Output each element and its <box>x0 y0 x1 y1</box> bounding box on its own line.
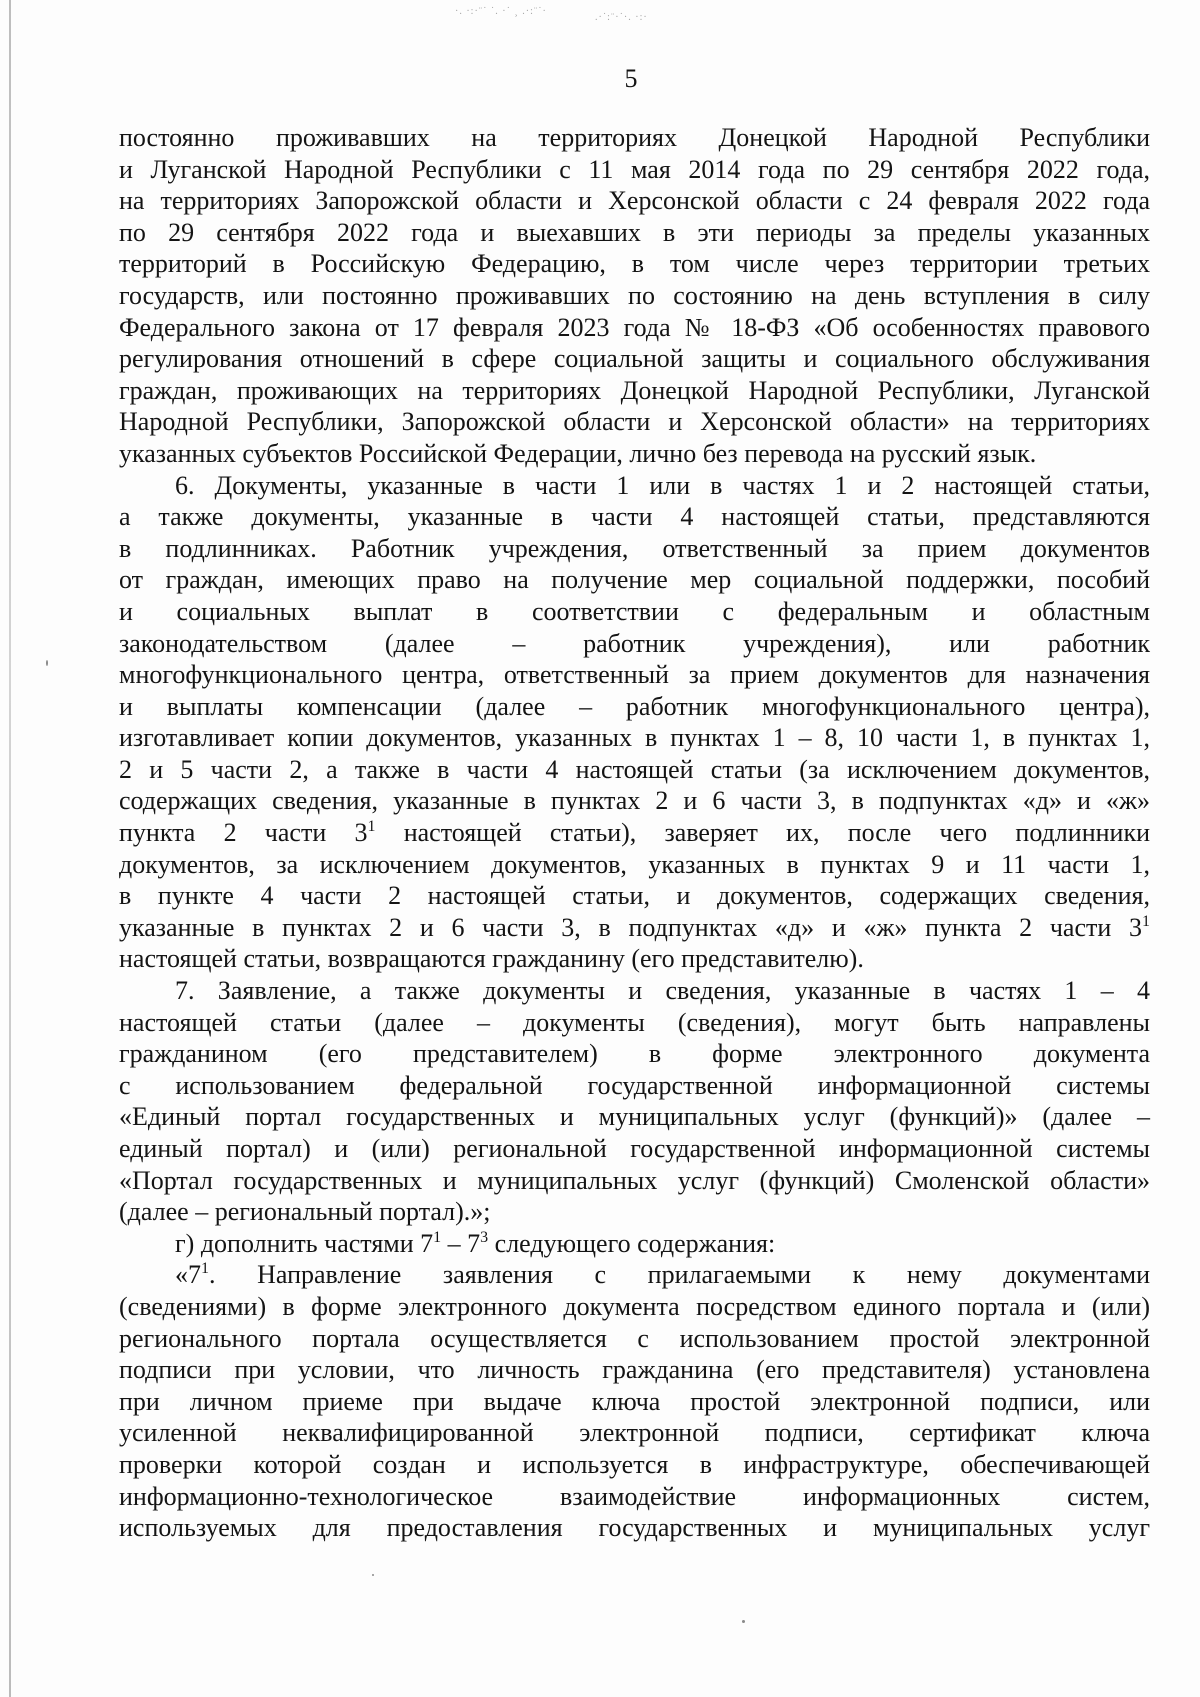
paragraph-item-g <box>119 1228 1150 1260</box>
text-line: территорий в Российскую Федерацию, в том числе через территории третьих <box>119 249 1150 279</box>
text-line: и социальных выплат в соответствии с федеральным и областным <box>119 596 1150 626</box>
text-line: настоящей статьи, возвращаются гражданину (его представителю). <box>119 944 864 974</box>
text-line: содержащих сведения, указанные в пунктах 2 и 6 части 3, в подпунктах «д» и «ж» <box>119 786 1150 816</box>
paragraph-part-7 <box>119 975 1150 1228</box>
text-line: с использованием федеральной государственной информационной системы <box>119 1070 1150 1100</box>
text-line: «Портал государственных и муниципальных услуг (функций) Смоленской области» <box>119 1165 1150 1195</box>
text-line: усиленной неквалифицированной электронной подписи, сертификат ключа <box>119 1418 1150 1448</box>
text-line: в подлинниках. Работник учреждения, ответственный за прием документов <box>119 533 1150 563</box>
text-line: государств, или постоянно проживавших по состоянию на день вступления в силу <box>119 280 1150 310</box>
text-line: указанных субъектов Российской Федерации, лично без перевода на русский язык. <box>119 438 1037 468</box>
text-line: регулирования отношений в сфере социальной защиты и социального обслуживания <box>119 344 1150 374</box>
text-line: используемых для предоставления государственных и муниципальных услуг <box>119 1513 1150 1543</box>
scan-edge-line <box>9 0 11 1697</box>
text-line: в пункте 4 части 2 настоящей статьи, и документов, содержащих сведения, <box>119 881 1150 911</box>
text-line: 6. Документы, указанные в части 1 или в частях 1 и 2 настоящей статьи, <box>175 470 1150 500</box>
text-line: проверки которой создан и используется в инфраструктуре, обеспечивающей <box>119 1449 1150 1479</box>
text-line: при личном приеме при выдаче ключа простой электронной подписи, или <box>119 1386 1150 1416</box>
text-line: подписи при условии, что личность гражданина (его представителя) установлена <box>119 1355 1150 1385</box>
text-line: единый портал) и (или) региональной государственной информационной системы <box>119 1134 1150 1163</box>
text-line: от граждан, имеющих право на получение мер социальной поддержки, пособий <box>119 565 1150 595</box>
paragraph-part-6 <box>119 470 1150 976</box>
text-line: гражданином (его представителем) в форме электронного документа <box>119 1039 1150 1069</box>
text-line: Народной Республики, Запорожской области и Херсонской области» на территориях <box>119 407 1150 437</box>
text-line: документов, за исключением документов, указанных в пунктах 9 и 11 части 1, <box>119 849 1150 879</box>
document-body <box>119 122 1150 1544</box>
text-line: указанные в пунктах 2 и 6 части 3, в подпунктах «д» и «ж» пункта 2 части $3^1$ <box>119 912 1150 942</box>
text-line: регионального портала осуществляется с использованием простой электронной <box>119 1323 1150 1353</box>
scan-speck <box>372 1574 374 1576</box>
text-line: 7. Заявление, а также документы и сведения, указанные в частях 1 – 4 <box>175 976 1150 1006</box>
page-number: 5 <box>624 64 638 93</box>
text-line: законодательством (далее – работник учреждения), или работник <box>119 628 1150 658</box>
text-line: «$7^1$. Направление заявления с прилагаемыми к нему документами <box>175 1260 1150 1290</box>
text-line: граждан, проживающих на территориях Донецкой Народной Республики, Луганской <box>119 375 1150 405</box>
scan-speck <box>46 660 48 666</box>
text-line: постоянно проживавших на территориях Донецкой Народной Республики <box>119 123 1150 152</box>
text-line: 2 и 5 части 2, а также в части 4 настоящей статьи (за исключением документов, <box>119 754 1150 784</box>
text-line: и выплаты компенсации (далее – работник многофункционального центра), <box>119 691 1150 721</box>
text-line: на территориях Запорожской области и Херсонской области с 24 февраля 2022 года <box>119 186 1150 216</box>
paragraph-continuation <box>119 122 1150 470</box>
scan-speck <box>742 1620 745 1623</box>
text-line: а также документы, указанные в части 4 настоящей статьи, представляются <box>119 502 1150 532</box>
text-line: г) дополнить частями $7^1 - 7^3$ следующего содержания: <box>175 1228 776 1258</box>
text-line: по 29 сентября 2022 года и выехавших в эти периоды за пределы указанных <box>119 217 1150 247</box>
text-line: Федерального закона от 17 февраля 2023 года № 18-ФЗ «Об особенностях правового <box>119 312 1150 342</box>
scan-noise: ·. ·:·¨˙ ˙. ·˙ ¸ .·:¨˙· <box>455 6 547 17</box>
scan-noise: .·˙:¨·˙·. ·:· <box>595 12 648 23</box>
text-line: настоящей статьи (далее – документы (сведения), могут быть направлены <box>119 1007 1150 1037</box>
text-line: изготавливает копии документов, указанных в пунктах 1 – 8, 10 части 1, в пунктах 1, <box>119 723 1150 753</box>
paragraph-part-7-1 <box>119 1259 1150 1543</box>
text-line: (сведениями) в форме электронного документа посредством единого портала и (или) <box>119 1291 1150 1321</box>
text-line: пункта 2 части $3^1$ настоящей статьи), заверяет их, после чего подлинники <box>119 818 1150 848</box>
text-line: информационно-технологическое взаимодействие информационных систем, <box>119 1481 1150 1511</box>
text-line: «Единый портал государственных и муниципальных услуг (функций)» (далее – <box>119 1102 1150 1132</box>
text-line: (далее – региональный портал).»; <box>119 1197 491 1227</box>
text-line: многофункционального центра, ответственный за прием документов для назначения <box>119 660 1150 690</box>
text-line: и Луганской Народной Республики с 11 мая 2014 года по 29 сентября 2022 года, <box>119 154 1150 184</box>
